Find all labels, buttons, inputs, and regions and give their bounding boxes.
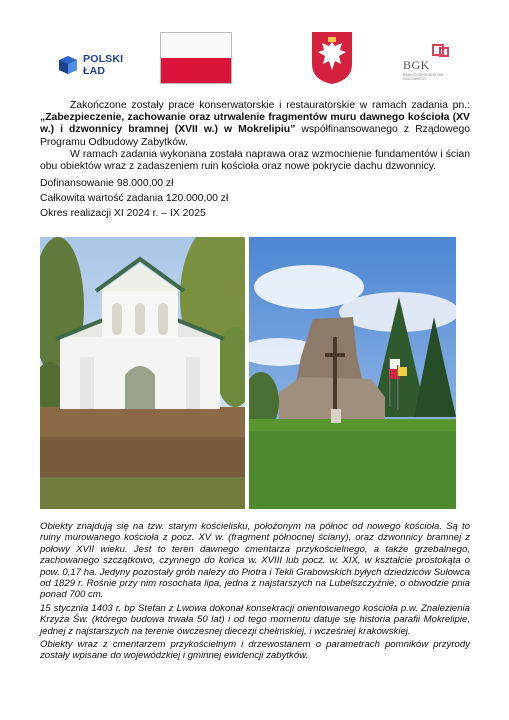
polski-lad-line2: ŁAD — [83, 65, 106, 77]
funding-amount: Dofinansowanie 98.000,00 zł — [40, 178, 174, 190]
bgk-subtext: BANK GOSPODARSTWA KRAJOWEGO — [403, 73, 444, 81]
bgk-text: BGK — [403, 58, 430, 72]
realization-period: Okres realizacji XI 2024 r. – IX 2025 — [40, 208, 206, 220]
polski-lad-line1: POLSKI — [83, 53, 124, 65]
church-ruins-with-cross-photo — [249, 237, 456, 509]
logo-row — [0, 30, 509, 90]
description-paragraph-3: Obiekty wraz z cmentarzem przykościelnym i drzewostanem o parametrach pomników przyrody zostały wpisane do wojewódzkiej i gminnej ewidencji zabytków. — [40, 639, 470, 662]
bgk-logo — [403, 44, 463, 84]
description-paragraph-2: 15 stycznia 1403 r. bp Stefan z Lwowa dokonał konsekracji orientowanego kościoła p.w. Znalezienia Krzyża Św. (którego budowa trwała 50 lat) i od tego momentu datuje się historia parafii Mokrelipie, jednej z najstarszych na terenie ówczesnej diecezji chełmskiej, i wcześniej krakowskiej. — [40, 602, 470, 637]
restored-belfry-gate-photo — [40, 237, 245, 509]
intro-paragraph-1: Zakończone zostały prace konserwatorskie i restauratorskie w ramach zadania pn.: „Zabezpieczenie, zachowanie oraz utrwalenie fragmentów muru dawnego kościoła (XV w.) i dzwonnicy bramnej (XVII w.) w Mokrelipiu” współfinansowanego z Rządowego Programu Odbudowy Zabytków. — [40, 100, 471, 148]
polski-lad-logo-icon — [57, 54, 79, 76]
polski-lad-logo — [57, 52, 127, 80]
intro-paragraph-2: W ramach zadania wykonana została naprawa oraz wzmocnienie fundamentów i ścian obu obiektów wraz z zadaszeniem ruin kościoła oraz nowe pokrycie dachu dzwonnicy. — [40, 148, 470, 173]
project-title: „Zabezpieczenie, zachowanie oraz utrwalenie fragmentów muru dawnego kościoła (XV w.) i dzwonnicy bramnej (XVII w.) w Mokrelipiu” — [40, 112, 470, 136]
intro-section — [40, 100, 470, 221]
description-paragraph-1: Obiekty znajdują się na tzw. starym kościelisku, położonym na północ od nowego kościoła. Są to ruiny murowanego kościoła z pocz. XV w. (fragment północnej ściany), oraz dzwonnicy bramnej z połowy XVII wieku. Jest to teren dawnego cmentarza przykościelnego, a także grzebalnego, zachowanego szczątkowo, czynnego do końca w. XVIII lub pocz. w. XIX, w kształcie prostokąta o pow. 0,17 ha. Jedyny pozostały grób należy do Piotra i Tekli Grabowskich byłych dziedziców Sułowca od 1829 r. Rośnie przy nim rosochata lipa, jedna z najstarszych na Lubelszczyźnie, o obwodzie pnia ponad 700 cm. — [40, 521, 470, 601]
polish-eagle-emblem — [310, 30, 354, 86]
history-description — [40, 521, 470, 664]
total-value: Całkowita wartość zadania 120.000,00 zł — [40, 193, 229, 205]
polish-flag — [160, 32, 232, 84]
bgk-logo-icon — [431, 44, 451, 58]
